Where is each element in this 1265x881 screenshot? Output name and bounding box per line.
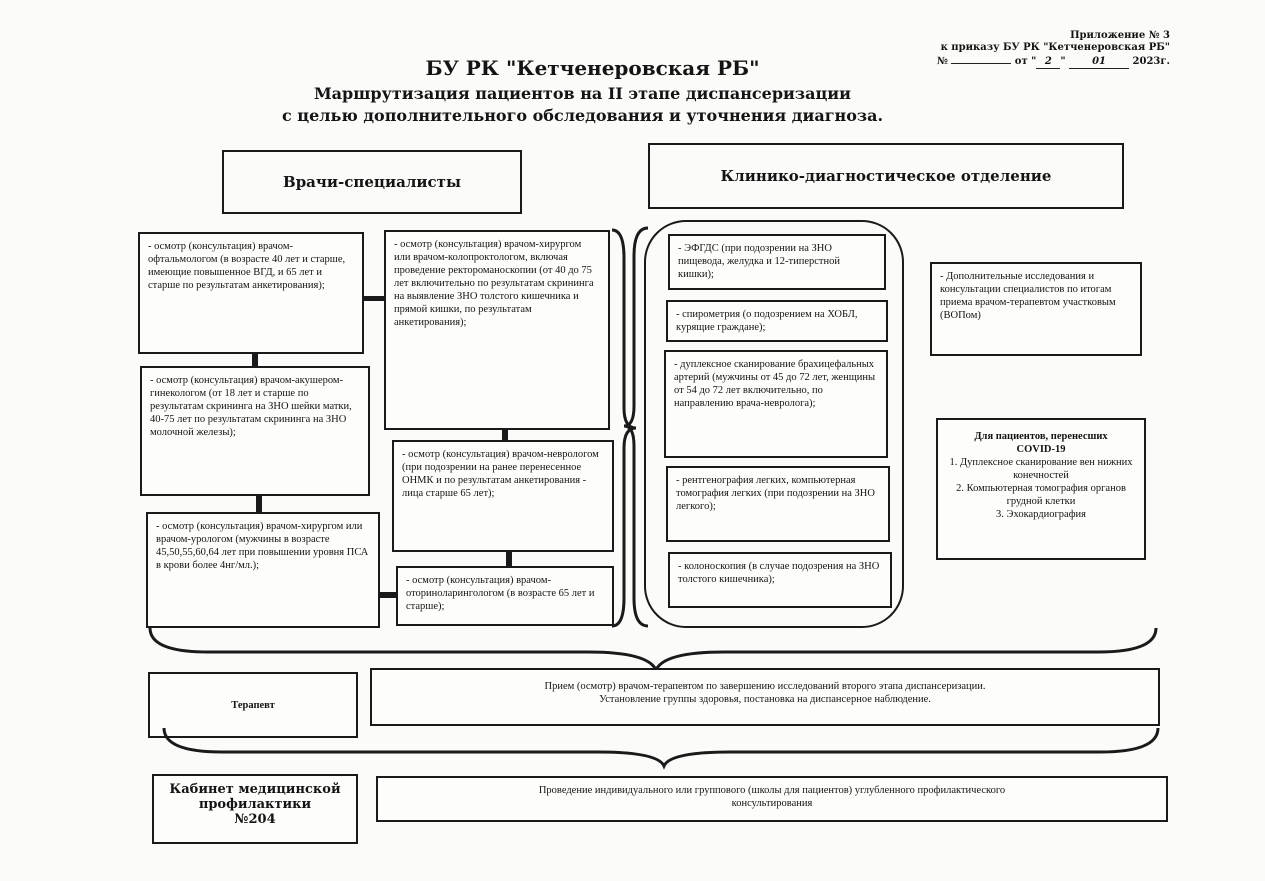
covid-title-line2: COVID-19 (1016, 444, 1066, 455)
prevention-label-line1: Кабинет медицинской (169, 782, 341, 797)
clinical-colonoscopy: - колоноскопия (в случае подозрения на ЗНО толстого кишечника); (668, 552, 892, 608)
specialist-gynecologist: - осмотр (консультация) врачом-акушером-гинекологом (от 18 лет и старше по результатам скрининга на ЗНО шейки матки, 40-75 лет по результатам скрининга на ЗНО молочной железы); (140, 366, 370, 496)
covid-title-line1: Для пациентов, перенесших (974, 431, 1108, 442)
prevention-label (152, 774, 358, 844)
page-title-line1: Маршрутизация пациентов на II этапе диспансеризации (313, 84, 852, 103)
therapist-text-line1: Прием (осмотр) врачом-терапевтом по завершению исследований второго этапа диспансеризации. (544, 681, 986, 692)
therapist-text (370, 668, 1160, 726)
annex-line2: к приказу БУ РК "Кетченеровская РБ" (940, 42, 1170, 53)
specialist-urologist: - осмотр (консультация) врачом-хирургом или врачом-урологом (мужчины в возрасте 45,50,55,60,64 лет при повышении уровня ПСА в крови более 4нг/мл.); (146, 512, 380, 628)
connector (380, 592, 396, 598)
connector (364, 296, 386, 301)
connector (502, 430, 508, 440)
annex-year: 2023г. (1132, 56, 1170, 67)
connector (256, 496, 262, 512)
page-title-line2: с целью дополнительного обследования и уточнения диагноза. (281, 106, 884, 125)
specialist-neurologist: - осмотр (консультация) врачом-неврологом (при подозрении на ранее перенесенное ОНМК и по результатам анкетирования - лица старше 65 лет); (392, 440, 614, 552)
annex-month: 01 (1069, 56, 1129, 69)
list-item: 1. Дуплексное сканирование вен нижних конечностей (949, 457, 1133, 481)
prevention-label-line2: профилактики (198, 797, 312, 812)
org-title: БУ РК "Кетченеровская РБ" (425, 56, 760, 80)
connector (252, 354, 258, 366)
clinical-spirometry: - спирометрия (о подозрением на ХОБЛ, курящие граждане); (666, 300, 888, 342)
specialists-header: Врачи-специалисты (222, 150, 522, 214)
specialist-otolaryngologist: - осмотр (консультация) врачом-оториноларингологом (в возрасте 65 лет и старше); (396, 566, 614, 626)
clinical-efgds: - ЭФГДС (при подозрении на ЗНО пищевода, желудка и 12-типерстной кишки); (668, 234, 886, 290)
therapist-label: Терапевт (148, 672, 358, 738)
brace-clinical-left (622, 226, 650, 630)
covid-box (936, 418, 1146, 560)
prevention-text-line2: консультирования (731, 798, 813, 809)
specialist-ophthalmologist: - осмотр (консультация) врачом-офтальмологом (в возрасте 40 лет и старше, имеющие повышенное ВГД, и 65 лет и старше по результатам анкетирования); (138, 232, 364, 354)
specialist-coloproctologist: - осмотр (консультация) врачом-хирургом или врачом-колопроктологом, включая проведение ректороманоскопии (от 40 до 75 лет включительно по результатам скрининга на выявление ЗНО толстого кишечника и прямой кишки, по результатам анкетирования); (384, 230, 610, 430)
prevention-text-line1: Проведение индивидуального или группового (школы для пациентов) углубленного профилактического (538, 785, 1006, 796)
connector (506, 552, 512, 566)
covid-list (946, 456, 1136, 521)
list-item: 3. Эхокардиография (996, 509, 1086, 520)
clinical-duplex: - дуплексное сканирование брахицефальных артерий (мужчины от 45 до 72 лет, женщины от 54 до 72 лет включительно, по направлению врача-невролога); (664, 350, 888, 458)
clinical-xray-ct: - рентгенография легких, компьютерная томография легких (при подозрении на ЗНО легкого); (666, 466, 890, 542)
additional-consultations: - Дополнительные исследования и консультации специалистов по итогам приема врачом-терапевтом участковым (ВОПом) (930, 262, 1142, 356)
prevention-label-line3: №204 (234, 812, 276, 827)
annex-line3: № от " 2 " 01 2023г. (936, 56, 1170, 67)
brace-bottom (148, 614, 1160, 674)
clinical-header: Клинико-диагностическое отделение (648, 143, 1124, 209)
brace-bottom-2 (162, 726, 1162, 768)
annex-day: 2 (1036, 56, 1060, 69)
annex-line1: Приложение № 3 (1070, 30, 1170, 41)
list-item: 2. Компьютерная томография органов грудной клетки (956, 483, 1126, 507)
therapist-text-line2: Установление группы здоровья, постановка на диспансерное наблюдение. (599, 694, 931, 705)
prevention-text (376, 776, 1168, 822)
